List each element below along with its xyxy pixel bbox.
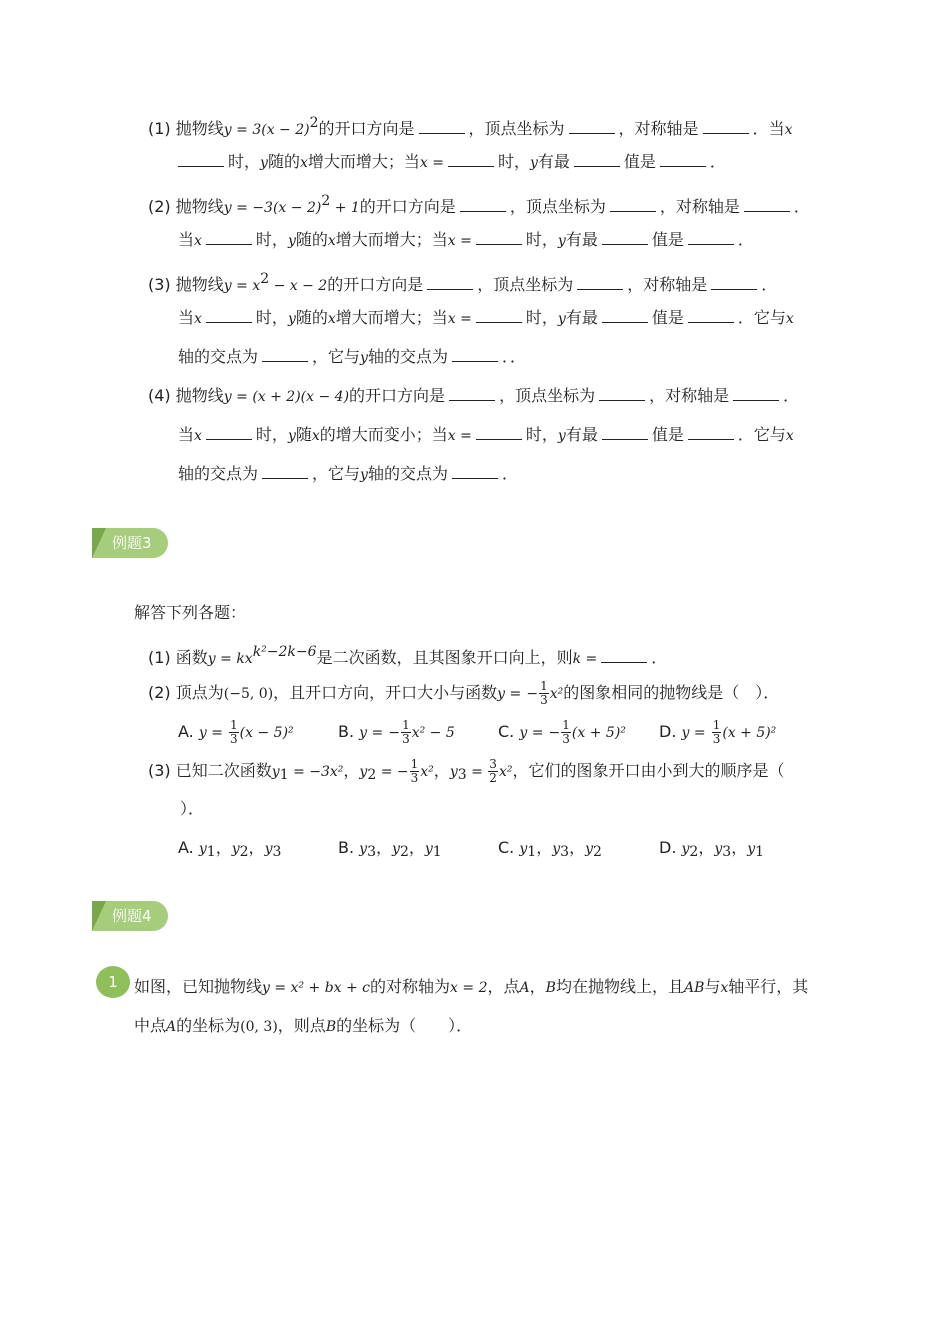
ex3-q3-line1: (3) 已知二次函数$y_1 = -3x^2$，$y_2$ = − $\frac{1}{3}$ x²，$y_3$ = $\frac{3}{2}$ x²，它们的图象开口由小到大的顺序是（ — [148, 757, 785, 785]
answer-blank[interactable] — [178, 154, 224, 167]
answer-blank[interactable] — [419, 121, 465, 134]
example3-tag — [92, 528, 168, 558]
example3-intro: 解答下列各题： — [134, 603, 247, 622]
answer-blank[interactable] — [602, 310, 648, 323]
answer-blank[interactable] — [744, 199, 790, 212]
example4-tag — [92, 901, 168, 931]
ex4-line2: 中点A的坐标为(0, 3)，则点B的坐标为（ ）． — [134, 1016, 473, 1035]
fraction: $\frac{1}{3}$ — [540, 679, 548, 707]
ex3-q2-option-b[interactable]: B. y = − $\frac{1}{3}$ x² − 5 — [338, 718, 455, 746]
answer-blank[interactable] — [688, 427, 734, 440]
answer-blank[interactable] — [602, 427, 648, 440]
answer-blank[interactable] — [660, 154, 706, 167]
question-number-badge: 1 — [96, 966, 130, 998]
answer-blank[interactable] — [610, 199, 656, 212]
ex3-q2-option-c[interactable]: C. y = − $\frac{1}{3}$ (x + 5)² — [498, 718, 626, 746]
answer-blank[interactable] — [262, 466, 308, 479]
example4-label: 例题4 — [112, 907, 152, 925]
answer-blank[interactable] — [688, 232, 734, 245]
ex3-q2-option-d[interactable]: D. y = $\frac{1}{3}$ (x + 5)² — [659, 718, 777, 746]
q1-line2: 时，y随的x增大而增大；当x = 时，y有最 值是 ． — [178, 150, 726, 174]
fraction: $\frac{3}{2}$ — [489, 757, 497, 785]
q4-line3: 轴的交点为 ，它与y轴的交点为 ． — [178, 464, 518, 483]
tag-corner-shape — [92, 528, 106, 558]
tag-corner-shape — [92, 901, 106, 931]
answer-blank[interactable] — [688, 310, 734, 323]
q2-line1: (2) 抛物线$y = -3(x - 2)^2 + 1$的开口方向是 ，顶点坐标为 ，对称轴是 ． — [148, 193, 810, 216]
ex3-q3-option-b[interactable]: B. $y_3$，$y_2$，$y_1$ — [338, 838, 442, 860]
answer-blank[interactable] — [206, 232, 252, 245]
ex3-q3-option-c[interactable]: C. $y_1$，$y_3$，$y_2$ — [498, 838, 602, 860]
q1-line1: (1) 抛物线$y = 3(x - 2)^2$的开口方向是 ，顶点坐标为 ，对称轴是 ．当x — [148, 115, 793, 138]
answer-blank[interactable] — [460, 199, 506, 212]
fraction: $\frac{1}{3}$ — [410, 757, 419, 785]
q3-line2: 当x 时，y随的x增大而增大；当x = 时，y有最 值是 ．它与x — [178, 308, 794, 327]
ex3-q3-option-d[interactable]: D. $y_2$，$y_3$，$y_1$ — [659, 838, 765, 860]
answer-blank[interactable] — [448, 154, 494, 167]
answer-blank[interactable] — [733, 388, 779, 401]
ex3-q3-option-a[interactable]: A. $y_1$，$y_2$，$y_3$ — [178, 838, 282, 860]
q2-line2: 当x 时，y随的x增大而增大；当x = 时，y有最 值是 ． — [178, 230, 754, 249]
ex3-q2-option-a[interactable]: A. y = $\frac{1}{3}$ (x − 5)² — [178, 718, 294, 746]
answer-blank[interactable] — [452, 349, 498, 362]
answer-blank[interactable] — [601, 650, 647, 663]
ex3-q1: (1) 函数$y = kx^{k^2-2k-6}$是二次函数，且其图象开口向上，则k = ． — [148, 644, 668, 667]
answer-blank[interactable] — [703, 121, 749, 134]
answer-blank[interactable] — [711, 277, 757, 290]
answer-blank[interactable] — [476, 310, 522, 323]
q4-line1: (4) 抛物线y = (x + 2)(x − 4)的开口方向是 ，顶点坐标为 ，对称轴是 ． — [148, 386, 800, 405]
q4-line2: 当x 时，y随x的增大而变小；当x = 时，y有最 值是 ．它与x — [178, 425, 794, 444]
answer-blank[interactable] — [449, 388, 495, 401]
example3-label: 例题3 — [112, 534, 152, 552]
answer-blank[interactable] — [452, 466, 498, 479]
answer-blank[interactable] — [569, 121, 615, 134]
fraction: $\frac{1}{3}$ — [402, 718, 410, 746]
q3-line1: (3) 抛物线$y = x^2 - x - 2$的开口方向是 ，顶点坐标为 ，对称轴是 ． — [148, 271, 778, 294]
answer-blank[interactable] — [602, 232, 648, 245]
answer-blank[interactable] — [206, 310, 252, 323]
answer-blank[interactable] — [599, 388, 645, 401]
answer-blank[interactable] — [206, 427, 252, 440]
q3-line3: 轴的交点为 ，它与y轴的交点为 ．． — [178, 347, 526, 366]
answer-blank[interactable] — [427, 277, 473, 290]
answer-blank[interactable] — [476, 427, 522, 440]
fraction: $\frac{1}{3}$ — [562, 718, 570, 746]
answer-blank[interactable] — [262, 349, 308, 362]
answer-blank[interactable] — [476, 232, 522, 245]
ex4-line1: 如图，已知抛物线y = x² + bx + c的对称轴为x = 2，点A，B均在抛物线上，且AB与x轴平行，其 — [134, 977, 809, 996]
ex3-q3-line2: ）． — [180, 799, 205, 818]
fraction: $\frac{1}{3}$ — [230, 718, 238, 746]
ex3-q2: (2) 顶点为(−5, 0)，且开口方向，开口大小与函数y = − $\frac{1}{3}$ x²的图象相同的抛物线是（ ）． — [148, 679, 780, 707]
answer-blank[interactable] — [574, 154, 620, 167]
answer-blank[interactable] — [577, 277, 623, 290]
fraction: $\frac{1}{3}$ — [712, 718, 721, 746]
